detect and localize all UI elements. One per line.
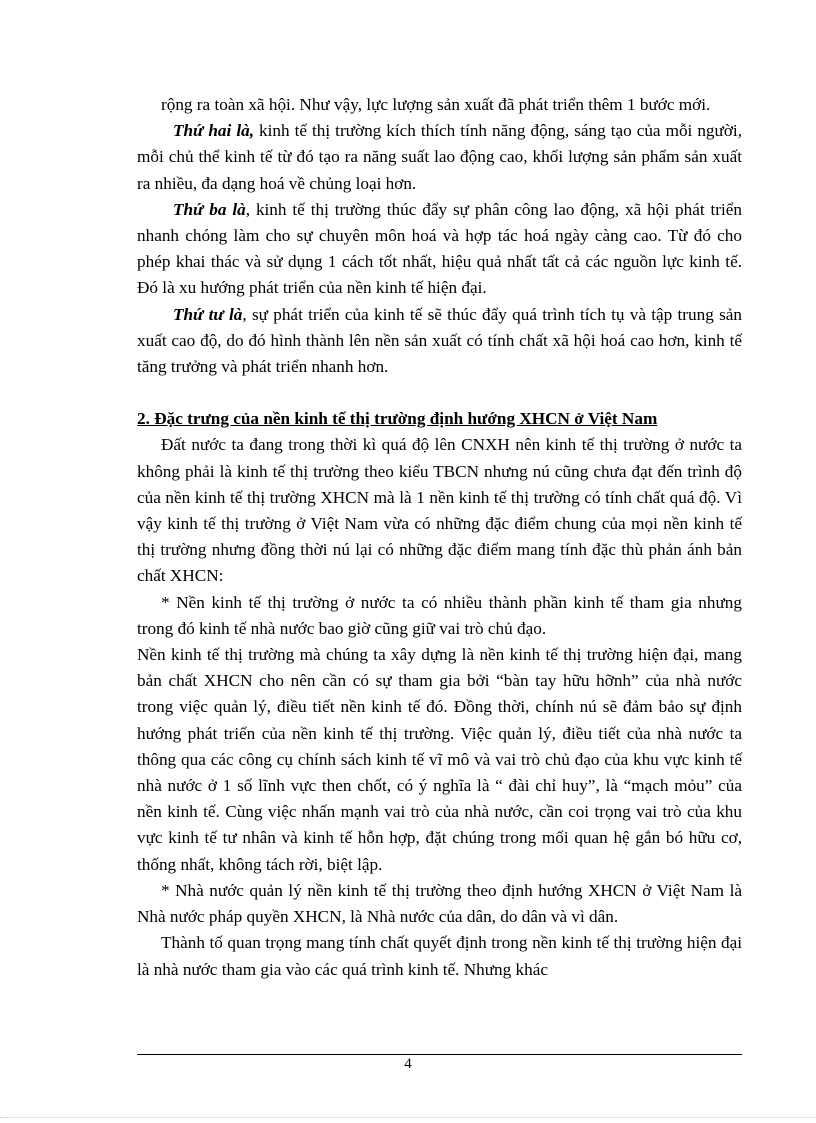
paragraph-3-lead: Thứ ba là xyxy=(173,199,246,219)
paragraph-4 xyxy=(137,302,742,381)
paragraph-7: Nền kinh tế thị trường mà chúng ta xây dựng là nền kinh tế thị trường hiện đại, mang bản chất XHCN cho nên cần có sự tham gia bởi “bàn tay hữu hỡnh” của nhà nước trong việc quản lý, điều tiết nền kinh tế đó. Đồng thời, chính nú sẽ đảm bảo sự định hướng phát triển của nền kinh tế thị trường. Việc quản lý, điều tiết của nhà nước ta thông qua các công cụ chính sách kinh tế vĩ mô và vai trò chủ đạo của khu vực kinh tế nhà nước ở 1 số lĩnh vực then chốt, có ý nghĩa là “ đài chỉ huy”, là “mạch mỏu” của nền kinh tế. Cùng việc nhấn mạnh vai trò của nhà nước, cần coi trọng vai trò của khu vực kinh tế tư nhân và kinh tế hỗn hợp, đặt chúng trong mối quan hệ gắn bó hữu cơ, thống nhất, không tách rời, biệt lập. xyxy=(137,645,742,874)
paragraph-8: * Nhà nước quản lý nền kinh tế thị trường theo định hướng XHCN ở Việt Nam là Nhà nước pháp quyền XHCN, là Nhà nước của dân, do dân và vì dân. xyxy=(137,880,742,927)
page-number: 4 xyxy=(404,1056,412,1072)
paragraph-4-lead: Thứ tư là xyxy=(173,304,243,324)
paragraph-5: Đất nước ta đang trong thời kì quá độ lên CNXH nên kinh tế thị trường ở nước ta không phải là kinh tế thị trường theo kiểu TBCN nhưng nú cũng chưa đạt đến trình độ của nền kinh tế thị trường XHCN mà là 1 nền kinh tế thị trường có tính chất quá độ. Vì vậy kinh tế thị trường ở Việt Nam vừa có những đặc điểm chung của mọi nền kinh tế thị trường nhưng đồng thời nú lại có những đặc điểm mang tính đặc thù phản ánh bản chất XHCN: xyxy=(137,435,742,586)
page-bottom-border xyxy=(0,1117,816,1118)
paragraph-4-text: , sự phát triển của kinh tế sẽ thúc đẩy quá trình tích tụ và tập trung sản xuất cao độ, do đó hình thành lên nền sản xuất có tính chất xã hội hoá cao hơn, kinh tế tăng trưởng và phát triển nhanh hơn. xyxy=(137,304,742,377)
paragraph-2-lead: Thứ hai là, xyxy=(173,121,254,141)
paragraph-9: Thành tố quan trọng mang tính chất quyết định trong nền kinh tế thị trường hiện đại là nhà nước tham gia vào các quá trình kinh tế. Nhưng khác xyxy=(137,933,742,979)
paragraph-1: rộng ra toàn xã hội. Như vậy, lực lượng sản xuất đã phát triển thêm 1 bước mới. xyxy=(161,95,711,114)
paragraph-3-text: , kinh tế thị trường thúc đẩy sự phân công lao động, xã hội phát triển nhanh chóng làm cho sự chuyên môn hoá và hợp tác hoá ngày càng cao. Từ đó cho phép khai thác và sử dụng 1 cách tốt nhất, hiệu quả nhất tất cả các nguồn lực kinh tế. Đó là xu hướng phát triển của nền kinh tế hiện đại. xyxy=(137,199,742,298)
page-body xyxy=(137,92,742,983)
paragraph-2-text: kinh tế thị trường kích thích tính năng động, sáng tạo của mỗi người, mỗi chủ thể kinh tế từ đó tạo ra năng suất lao động cao, khối lượng sản phẩm sản xuất ra nhiều, đa dạng hoá về chủng loại hơn. xyxy=(137,121,743,193)
footer-divider xyxy=(137,1054,742,1055)
paragraph-3 xyxy=(137,197,742,302)
paragraph-2 xyxy=(137,118,742,197)
paragraph-6: * Nền kinh tế thị trường ở nước ta có nhiều thành phần kinh tế tham gia nhưng trong đó kinh tế nhà nước bao giờ cũng giữ vai trò chủ đạo. xyxy=(137,592,742,638)
section-heading: 2. Đặc trưng của nền kinh tế thị trường định hướng XHCN ở Việt Nam xyxy=(137,409,658,429)
